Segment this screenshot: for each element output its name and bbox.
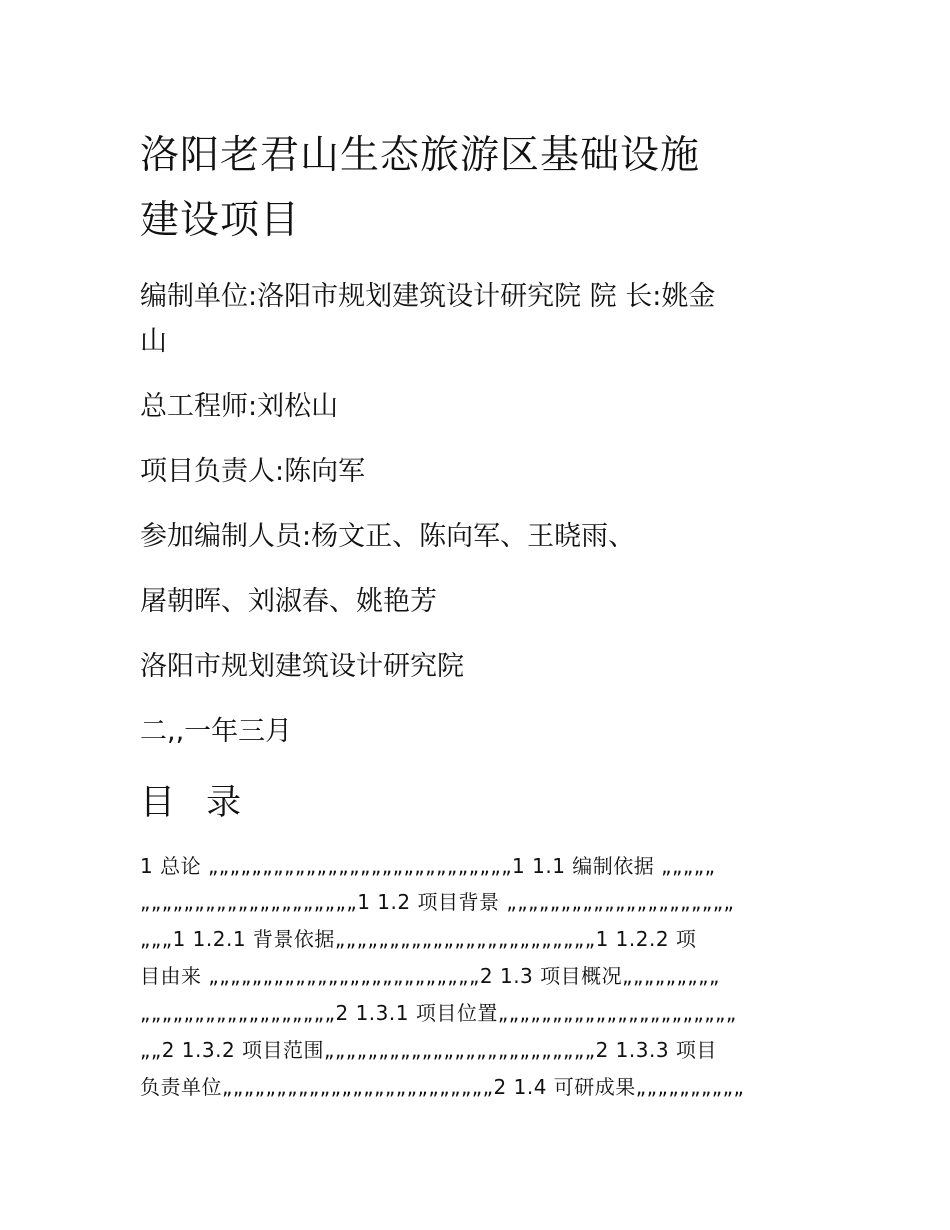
institute-line: 洛阳市规划建筑设计研究院	[140, 651, 464, 682]
toc-line: „„„„„„„„„„„„„„„„„„„„1 1.2 项目背景 „„„„„„„„„„„„„„„„„„„„„	[140, 890, 735, 914]
toc-heading: 目 录	[140, 783, 252, 823]
toc-line: 负责单位„„„„„„„„„„„„„„„„„„„„„„„„„2 1.4 可研成果„„„„„„„„„„	[140, 1075, 745, 1099]
project-lead-line: 项目负责人:陈向军	[140, 456, 366, 487]
date-line: 二,,一年三月	[140, 716, 293, 747]
document-title-line-2: 建设项目	[140, 198, 301, 243]
compiling-unit-line-wrap: 山	[140, 326, 167, 357]
toc-line: „„„1 1.2.1 背景依据„„„„„„„„„„„„„„„„„„„„„„„„1 1.2.2 项	[140, 927, 697, 951]
chief-engineer-line: 总工程师:刘松山	[140, 391, 339, 422]
compiling-unit-line: 编制单位:洛阳市规划建筑设计研究院 院 长:姚金	[140, 281, 716, 312]
document-title-line-1: 洛阳老君山生态旅游区基础设施	[140, 133, 701, 178]
toc-line: 1 总论 „„„„„„„„„„„„„„„„„„„„„„„„„„„„1 1.1 编制依据 „„„„„	[140, 854, 716, 878]
toc-line: „„„„„„„„„„„„„„„„„„2 1.3.1 项目位置„„„„„„„„„„„„„„„„„„„„„„	[140, 1001, 737, 1025]
contributors-line-2: 屠朝晖、刘淑春、姚艳芳	[140, 586, 437, 617]
contributors-line-1: 参加编制人员:杨文正、陈向军、王晓雨、	[140, 521, 636, 552]
toc-line: 目由来 „„„„„„„„„„„„„„„„„„„„„„„„„2 1.3 项目概况„„„„„„„„„	[140, 964, 720, 988]
toc-line: „„2 1.3.2 项目范围„„„„„„„„„„„„„„„„„„„„„„„„„2 1.3.3 项目	[140, 1038, 717, 1062]
